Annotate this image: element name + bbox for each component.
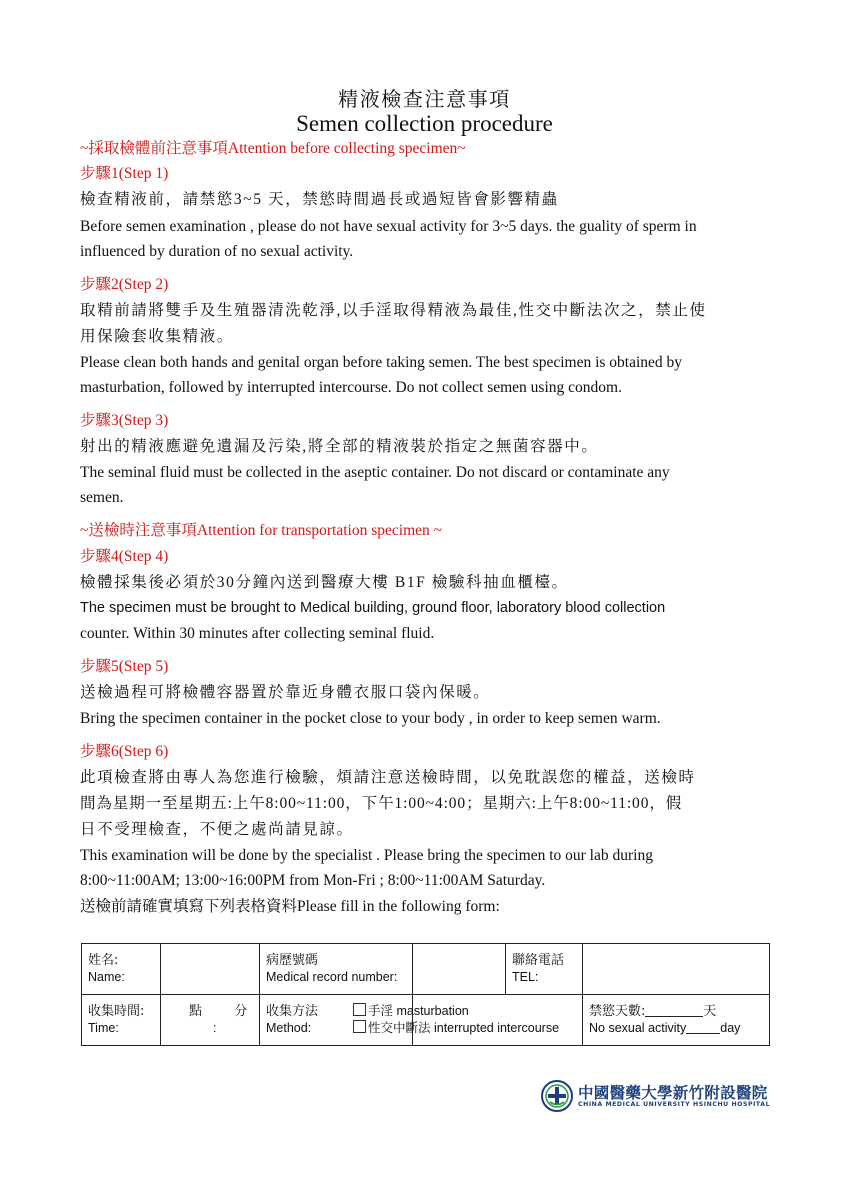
step4-text-en-1: The specimen must be brought to Medical building, ground floor, laboratory blood collection [80,600,666,616]
abstinence-days-blank-en[interactable] [686,1021,720,1034]
step3-label: 步驟3(Step 3) [80,412,169,429]
form-instruction: 送檢前請確實填寫下列表格資料Please fill in the following form: [80,898,500,915]
record-input-cell[interactable] [413,944,506,995]
step1-label: 步驟1(Step 1) [80,165,169,182]
specimen-info-form [81,943,770,1046]
section-heading-before-collection: ~採取檢體前注意事項Attention before collecting specimen~ [80,140,466,157]
record-label-zh: 病歷號碼 [266,953,319,968]
method-option-interrupted[interactable] [353,1020,576,1037]
time-input-cell[interactable] [161,995,260,1046]
tel-label-cell [506,944,583,995]
step2-text-zh-1: 取精前請將雙手及生殖器清洗乾淨,以手淫取得精液為最佳,性交中斷法次之，禁止使 [80,302,707,319]
hospital-name-en: CHINA MEDICAL UNIVERSITY HSINCHU HOSPITAL [578,1101,771,1108]
interrupted-checkbox[interactable] [353,1020,366,1033]
step3-text-en-1: The seminal fluid must be collected in the aseptic container. Do not discard or contaminate any [80,464,670,481]
abstinence-unit-en: day [720,1021,741,1035]
time-label-cell [82,995,161,1046]
step1-text-en-1: Before semen examination , please do not have sexual activity for 3~5 days. the guality of sperm in [80,218,697,235]
step3-text-zh: 射出的精液應避免遺漏及污染,將全部的精液裝於指定之無菌容器中。 [80,438,599,455]
step2-text-en-2: masturbation, followed by interrupted intercourse. Do not collect semen using condom. [80,379,622,396]
step2-label: 步驟2(Step 2) [80,276,169,293]
step6-text-zh-1: 此項檢查將由專人為您進行檢驗，煩請注意送檢時間，以免耽誤您的權益，送檢時 [80,769,696,786]
hospital-emblem-icon [541,1080,573,1112]
abstinence-label-zh: 禁慾天數: [589,1004,646,1019]
step4-text-zh: 檢體採集後必須於30分鐘內送到醫療大樓 B1F 檢驗科抽血櫃檯。 [80,574,569,591]
step4-text-en-2: counter. Within 30 minutes after collecting seminal fluid. [80,625,435,642]
step3-text-en-2: semen. [80,489,124,506]
method-option-masturbation[interactable] [353,1003,576,1020]
time-label-en: Time: [88,1021,119,1035]
step1-text-en-2: influenced by duration of no sexual activity. [80,243,354,260]
step6-label: 步驟6(Step 6) [80,743,169,760]
masturbation-label: 手淫 masturbation [368,1004,469,1018]
abstinence-unit-zh: 天 [703,1004,717,1019]
name-label-cell [82,944,161,995]
step6-text-zh-3: 日不受理檢查，不便之處尚請見諒。 [80,821,354,838]
step4-label: 步驟4(Step 4) [80,548,169,565]
record-label-cell [260,944,413,995]
step2-text-zh-2: 用保險套收集精液。 [80,328,234,345]
name-label-en: Name: [88,970,125,984]
minute-label: 分 [234,1004,248,1019]
section-heading-transportation: ~送檢時注意事項Attention for transportation specimen ~ [80,522,443,539]
step6-text-en-2: 8:00~11:00AM; 13:00~16:00PM from Mon-Fri ; 8:00~11:00AM Saturday. [80,872,546,889]
masturbation-checkbox[interactable] [353,1003,366,1016]
method-label-en: Method: [266,1021,312,1035]
page-title-en: Semen collection procedure [296,111,553,136]
step5-text-zh: 送檢過程可將檢體容器置於靠近身體衣服口袋內保暖。 [80,684,491,701]
tel-label-en: TEL: [512,970,539,984]
step1-text-zh: 檢查精液前，請禁慾3~5 天，禁慾時間過長或過短皆會影響精蟲 [80,191,559,208]
name-label-zh: 姓名: [88,953,119,968]
hospital-logo [541,1080,771,1114]
time-label-zh: 收集時間: [88,1004,145,1019]
step5-text-en: Bring the specimen container in the pocket close to your body , in order to keep semen warm. [80,710,661,727]
step6-text-zh-2: 間為星期一至星期五:上午8:00~11:00，下午1:00~4:00；星期六:上午8:00~11:00，假 [80,795,683,812]
method-options-cell [368,995,583,1046]
page-title-zh: 精液檢查注意事項 [338,89,511,111]
abstinence-label-en: No sexual activity [589,1021,687,1035]
abstinence-days-blank-zh[interactable] [645,1004,703,1017]
abstinence-cell[interactable] [583,995,770,1046]
hospital-name-zh: 中國醫藥大學新竹附設醫院 [578,1084,768,1102]
step5-label: 步驟5(Step 5) [80,658,169,675]
step6-text-en-1: This examination will be done by the specialist . Please bring the specimen to our lab during [80,847,653,864]
record-label-en: Medical record number: [266,970,398,984]
step2-text-en-1: Please clean both hands and genital organ before taking semen. The best specimen is obtained by [80,354,683,371]
tel-label-zh: 聯絡電話 [512,953,565,968]
method-label-zh: 收集方法 [266,1004,319,1019]
hour-label: 點 [189,1004,203,1019]
tel-input-cell[interactable] [583,944,770,995]
time-colon: : [213,1021,217,1035]
name-input-cell[interactable] [161,944,260,995]
interrupted-label: 性交中斷法 interrupted intercourse [368,1021,560,1035]
